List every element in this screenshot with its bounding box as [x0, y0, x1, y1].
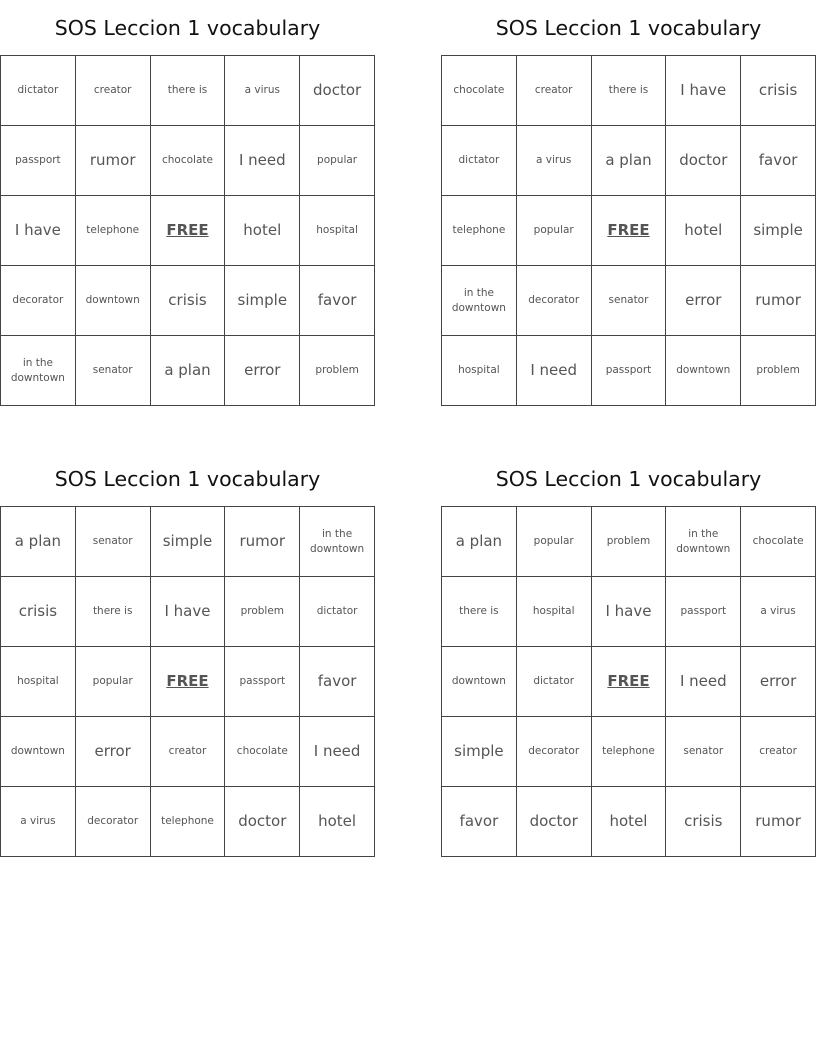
bingo-cell: in the downtown	[300, 507, 375, 577]
bingo-cell: popular	[76, 647, 151, 717]
bingo-cell: hospital	[442, 336, 517, 406]
bingo-cell: dictator	[517, 647, 592, 717]
bingo-cell: problem	[225, 577, 300, 647]
bingo-cell: I need	[666, 647, 741, 717]
bingo-cell: chocolate	[442, 56, 517, 126]
bingo-cell: creator	[151, 717, 226, 787]
bingo-cell: crisis	[151, 266, 226, 336]
bingo-cell: telephone	[151, 787, 226, 857]
bingo-cell: senator	[666, 717, 741, 787]
bingo-cell: passport	[1, 126, 76, 196]
bingo-cell: decorator	[517, 266, 592, 336]
bingo-cell: in the downtown	[1, 336, 76, 406]
bingo-cell: dictator	[1, 56, 76, 126]
bingo-cell: I need	[517, 336, 592, 406]
bingo-cell: doctor	[666, 126, 741, 196]
card-title: SOS Leccion 1 vocabulary	[495, 467, 762, 491]
free-space: FREE	[151, 196, 226, 266]
card-title: SOS Leccion 1 vocabulary	[495, 16, 762, 40]
bingo-cell: chocolate	[225, 717, 300, 787]
bingo-cell: favor	[442, 787, 517, 857]
bingo-cell: favor	[300, 647, 375, 717]
bingo-cell: hospital	[517, 577, 592, 647]
bingo-cell: favor	[741, 126, 816, 196]
bingo-cell: rumor	[225, 507, 300, 577]
bingo-cell: creator	[76, 56, 151, 126]
bingo-cell: hospital	[1, 647, 76, 717]
bingo-cell: hotel	[225, 196, 300, 266]
bingo-cell: in the downtown	[442, 266, 517, 336]
bingo-cell: error	[76, 717, 151, 787]
bingo-cell: popular	[517, 196, 592, 266]
bingo-cell: there is	[76, 577, 151, 647]
bingo-cell: downtown	[442, 647, 517, 717]
bingo-cell: downtown	[76, 266, 151, 336]
bingo-cell: problem	[592, 507, 667, 577]
card-title: SOS Leccion 1 vocabulary	[54, 467, 321, 491]
bingo-cell: passport	[592, 336, 667, 406]
card-title: SOS Leccion 1 vocabulary	[54, 16, 321, 40]
bingo-cell: popular	[517, 507, 592, 577]
bingo-cell: hotel	[592, 787, 667, 857]
bingo-grid	[0, 55, 375, 406]
bingo-cell: error	[225, 336, 300, 406]
bingo-cell: a plan	[151, 336, 226, 406]
bingo-cell: I have	[592, 577, 667, 647]
bingo-cell: chocolate	[741, 507, 816, 577]
bingo-cell: a virus	[517, 126, 592, 196]
bingo-cell: simple	[741, 196, 816, 266]
bingo-cell: downtown	[666, 336, 741, 406]
bingo-grid	[441, 55, 816, 406]
bingo-card-2	[441, 0, 816, 406]
bingo-cell: crisis	[1, 577, 76, 647]
bingo-cell: a plan	[442, 507, 517, 577]
bingo-cell: dictator	[300, 577, 375, 647]
bingo-cell: there is	[592, 56, 667, 126]
bingo-cell: telephone	[76, 196, 151, 266]
bingo-cell: chocolate	[151, 126, 226, 196]
bingo-cell: a virus	[225, 56, 300, 126]
bingo-cell: rumor	[741, 787, 816, 857]
bingo-cell: a virus	[1, 787, 76, 857]
bingo-cell: passport	[666, 577, 741, 647]
bingo-cell: simple	[442, 717, 517, 787]
bingo-cell: favor	[300, 266, 375, 336]
bingo-cell: problem	[300, 336, 375, 406]
bingo-cell: hotel	[300, 787, 375, 857]
free-space: FREE	[592, 196, 667, 266]
bingo-cell: there is	[442, 577, 517, 647]
bingo-grid	[441, 506, 816, 857]
bingo-cell: decorator	[1, 266, 76, 336]
bingo-cell: I have	[151, 577, 226, 647]
bingo-cell: popular	[300, 126, 375, 196]
bingo-cell: dictator	[442, 126, 517, 196]
bingo-cell: there is	[151, 56, 226, 126]
bingo-cell: error	[741, 647, 816, 717]
bingo-card-3	[0, 451, 375, 857]
bingo-grid	[0, 506, 375, 857]
bingo-cell: a plan	[592, 126, 667, 196]
bingo-cell: I have	[666, 56, 741, 126]
bingo-cell: telephone	[592, 717, 667, 787]
bingo-cell: hotel	[666, 196, 741, 266]
bingo-cell: decorator	[76, 787, 151, 857]
bingo-cell: doctor	[225, 787, 300, 857]
free-space: FREE	[151, 647, 226, 717]
bingo-card-1	[0, 0, 375, 406]
bingo-cell: hospital	[300, 196, 375, 266]
bingo-cell: downtown	[1, 717, 76, 787]
bingo-cell: passport	[225, 647, 300, 717]
bingo-cell: error	[666, 266, 741, 336]
bingo-cell: crisis	[741, 56, 816, 126]
bingo-cell: creator	[517, 56, 592, 126]
bingo-cell: crisis	[666, 787, 741, 857]
bingo-cell: in the downtown	[666, 507, 741, 577]
bingo-cell: problem	[741, 336, 816, 406]
bingo-cell: simple	[225, 266, 300, 336]
bingo-cell: a virus	[741, 577, 816, 647]
bingo-cell: senator	[76, 336, 151, 406]
bingo-cell: rumor	[76, 126, 151, 196]
bingo-cell: doctor	[517, 787, 592, 857]
bingo-cell: senator	[76, 507, 151, 577]
bingo-cell: I have	[1, 196, 76, 266]
bingo-cell: I need	[225, 126, 300, 196]
bingo-cell: doctor	[300, 56, 375, 126]
bingo-cell: I need	[300, 717, 375, 787]
bingo-cell: decorator	[517, 717, 592, 787]
bingo-cell: a plan	[1, 507, 76, 577]
bingo-cell: simple	[151, 507, 226, 577]
bingo-cell: creator	[741, 717, 816, 787]
free-space: FREE	[592, 647, 667, 717]
bingo-cell: rumor	[741, 266, 816, 336]
bingo-card-4	[441, 451, 816, 857]
bingo-cell: senator	[592, 266, 667, 336]
bingo-cell: telephone	[442, 196, 517, 266]
